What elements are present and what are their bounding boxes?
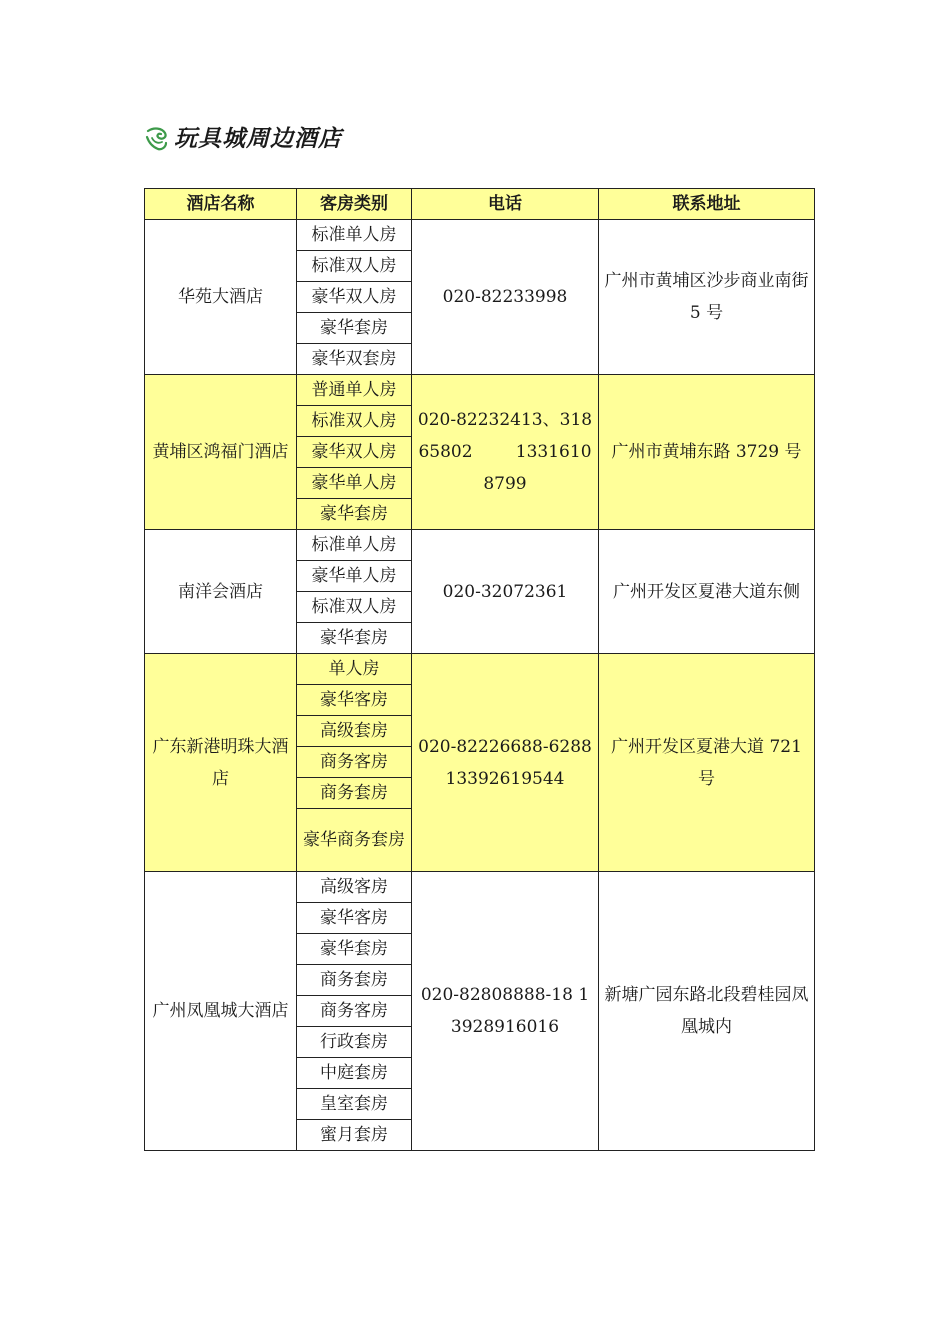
room-type-cell: 标准单人房 xyxy=(297,530,412,561)
room-type-cell: 行政套房 xyxy=(297,1027,412,1058)
hotel-name-cell: 广东新港明珠大酒店 xyxy=(145,654,297,872)
hotel-name-cell: 南洋会酒店 xyxy=(145,530,297,654)
room-type-cell: 豪华单人房 xyxy=(297,561,412,592)
hotel-name-cell: 黄埔区鸿福门酒店 xyxy=(145,375,297,530)
phone-cell: 020-82233998 xyxy=(412,220,599,375)
room-type-cell: 豪华套房 xyxy=(297,313,412,344)
room-type-cell: 标准双人房 xyxy=(297,251,412,282)
page-title-block xyxy=(144,122,342,156)
room-type-cell: 豪华商务套房 xyxy=(297,809,412,872)
address-cell: 新塘广园东路北段碧桂园凤凰城内 xyxy=(599,872,815,1151)
phone-cell: 020-82226688-6288 13392619544 xyxy=(412,654,599,872)
room-type-cell: 豪华双人房 xyxy=(297,282,412,313)
hotel-table xyxy=(144,188,815,1151)
room-type-cell: 商务客房 xyxy=(297,996,412,1027)
phone-cell: 020-82232413、31865802 13316108799 xyxy=(412,375,599,530)
table-row xyxy=(145,375,815,406)
room-type-cell: 豪华客房 xyxy=(297,903,412,934)
phone-cell: 020-82808888-18 13928916016 xyxy=(412,872,599,1151)
table-header-row xyxy=(145,189,815,220)
table-row xyxy=(145,220,815,251)
header-phone: 电话 xyxy=(412,189,599,220)
room-type-cell: 商务套房 xyxy=(297,965,412,996)
room-type-cell: 蜜月套房 xyxy=(297,1120,412,1151)
room-type-cell: 标准单人房 xyxy=(297,220,412,251)
room-type-cell: 皇室套房 xyxy=(297,1089,412,1120)
header-room-type: 客房类别 xyxy=(297,189,412,220)
room-type-cell: 豪华双套房 xyxy=(297,344,412,375)
room-type-cell: 标准双人房 xyxy=(297,406,412,437)
room-type-cell: 高级套房 xyxy=(297,716,412,747)
header-address: 联系地址 xyxy=(599,189,815,220)
page-title: 玩具城周边酒店 xyxy=(174,125,342,152)
swirl-logo-icon xyxy=(144,125,170,153)
room-type-cell: 豪华单人房 xyxy=(297,468,412,499)
room-type-cell: 中庭套房 xyxy=(297,1058,412,1089)
room-type-cell: 商务客房 xyxy=(297,747,412,778)
address-cell: 广州开发区夏港大道东侧 xyxy=(599,530,815,654)
room-type-cell: 豪华客房 xyxy=(297,685,412,716)
address-cell: 广州市黄埔东路 3729 号 xyxy=(599,375,815,530)
address-cell: 广州市黄埔区沙步商业南街 5 号 xyxy=(599,220,815,375)
hotel-name-cell: 华苑大酒店 xyxy=(145,220,297,375)
room-type-cell: 普通单人房 xyxy=(297,375,412,406)
room-type-cell: 标准双人房 xyxy=(297,592,412,623)
table-row xyxy=(145,872,815,903)
table-row xyxy=(145,530,815,561)
hotel-name-cell: 广州凤凰城大酒店 xyxy=(145,872,297,1151)
room-type-cell: 商务套房 xyxy=(297,778,412,809)
table-row xyxy=(145,654,815,685)
room-type-cell: 单人房 xyxy=(297,654,412,685)
room-type-cell: 豪华套房 xyxy=(297,499,412,530)
header-hotel-name: 酒店名称 xyxy=(145,189,297,220)
phone-cell: 020-32072361 xyxy=(412,530,599,654)
room-type-cell: 豪华双人房 xyxy=(297,437,412,468)
room-type-cell: 豪华套房 xyxy=(297,623,412,654)
address-cell: 广州开发区夏港大道 721 号 xyxy=(599,654,815,872)
room-type-cell: 高级客房 xyxy=(297,872,412,903)
hotel-table-body xyxy=(145,220,815,1151)
room-type-cell: 豪华套房 xyxy=(297,934,412,965)
